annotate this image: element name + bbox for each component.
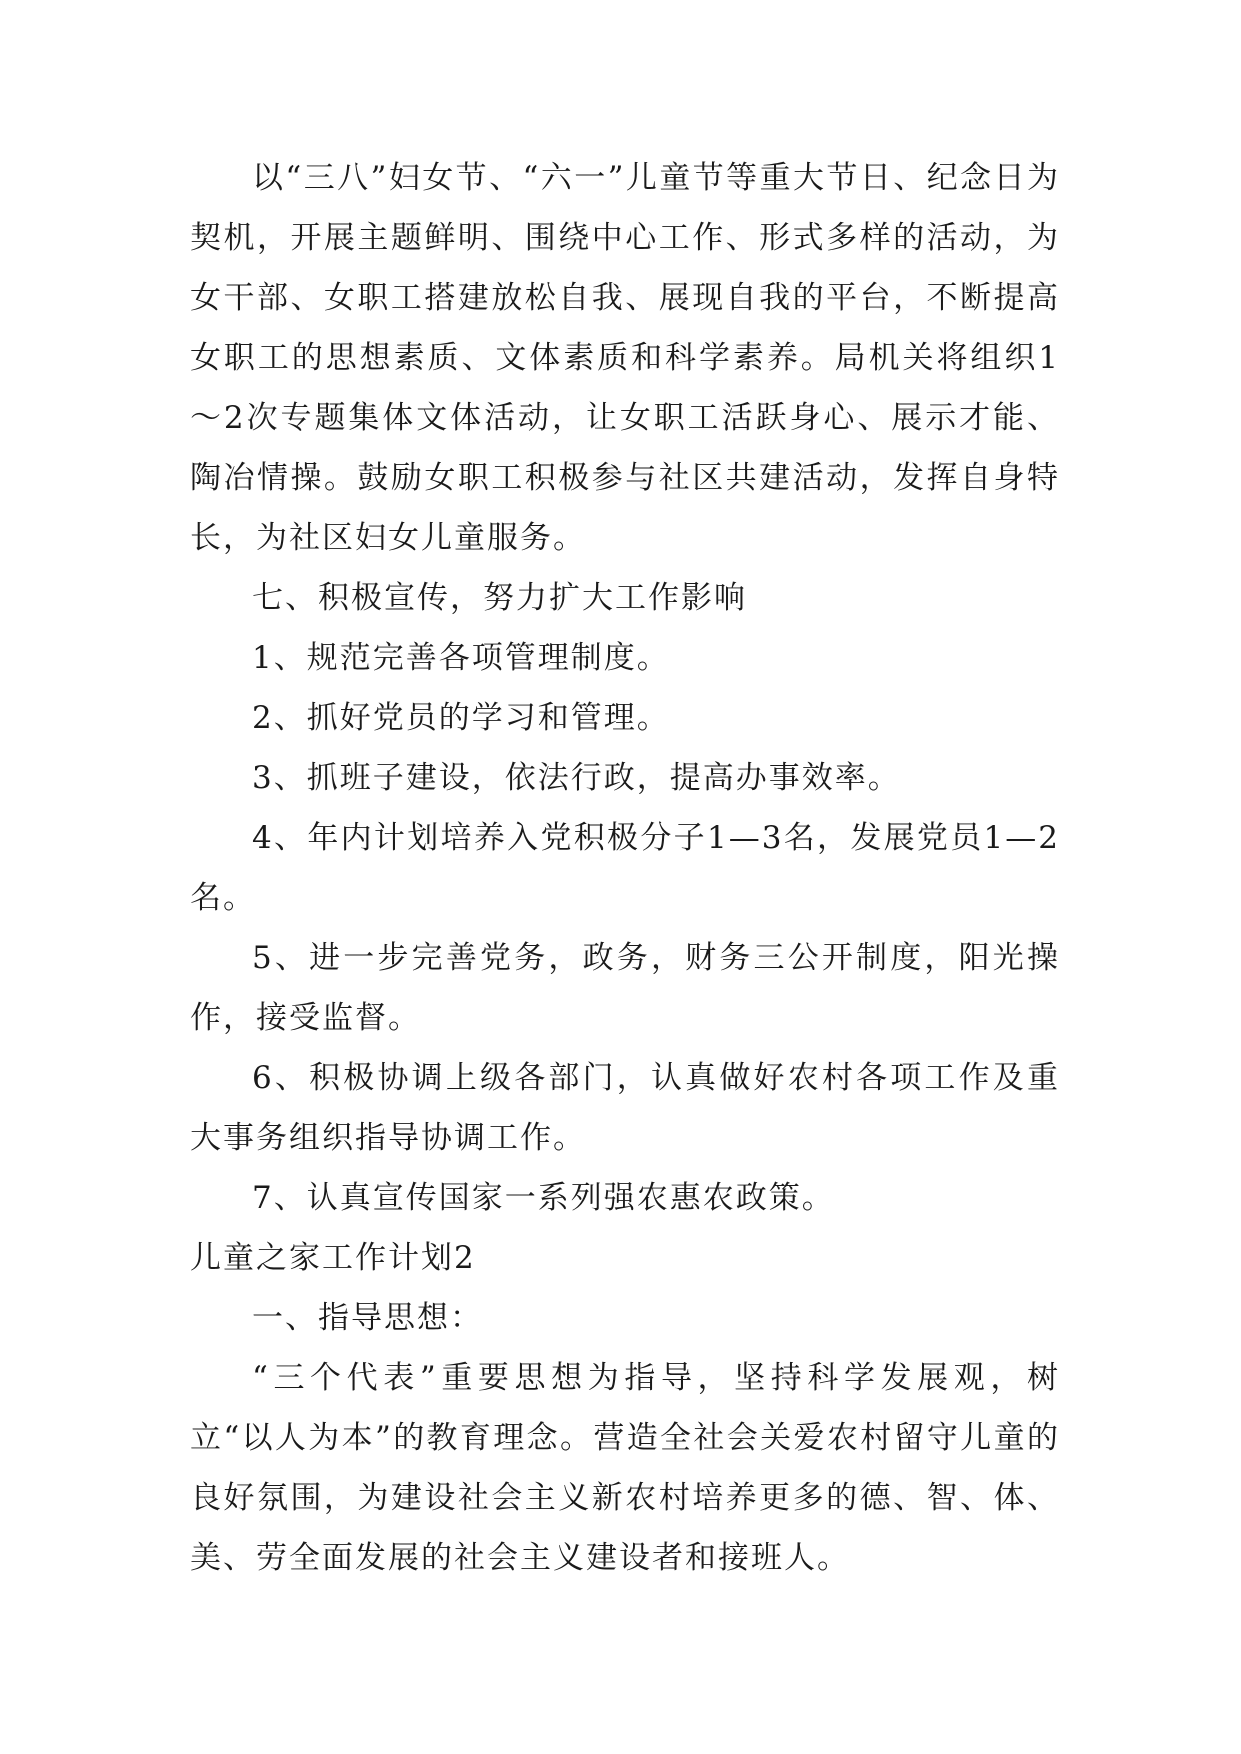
section-title: 儿童之家工作计划2 xyxy=(190,1240,476,1276)
paragraph-item-4: 4、年内计划培养入党积极分子1—3名，发展党员1—2名。 xyxy=(190,820,1060,916)
paragraph-festival-activities: 以“三八”妇女节、“六一”儿童节等重大节日、纪念日为契机，开展主题鲜明、围绕中心工作、形式多样的活动，为女干部、女职工搭建放松自我、展现自我的平台，不断提高女职工的思想素质、文体素质和科学素养。局机关将组织1～2次专题集体文体活动，让女职工活跃身心、展示才能、陶冶情操。鼓励女职工积极参与社区共建活动，发挥自身特长，为社区妇女儿童服务。 xyxy=(190,160,1060,556)
paragraph-item-6: 6、积极协调上级各部门，认真做好农村各项工作及重大事务组织指导协调工作。 xyxy=(190,1060,1060,1156)
paragraph-item-5: 5、进一步完善党务，政务，财务三公开制度，阳光操作，接受监督。 xyxy=(190,940,1060,1036)
paragraph-item-7: 7、认真宣传国家一系列强农惠农政策。 xyxy=(252,1180,835,1216)
paragraph-item-1: 1、规范完善各项管理制度。 xyxy=(252,640,670,676)
paragraph-item-2: 2、抓好党员的学习和管理。 xyxy=(252,700,670,736)
paragraph-item-3: 3、抓班子建设，依法行政，提高办事效率。 xyxy=(252,760,901,796)
paragraph-section-seven-heading: 七、积极宣传，努力扩大工作影响 xyxy=(252,580,747,616)
paragraph-guiding-ideology-body: “三个代表”重要思想为指导，坚持科学发展观，树立“以人为本”的教育理念。营造全社会关爱农村留守儿童的良好氛围，为建设社会主义新农村培养更多的德、智、体、美、劳全面发展的社会主义建设者和接班人。 xyxy=(190,1360,1060,1576)
paragraph-guiding-ideology-heading: 一、指导思想： xyxy=(252,1300,483,1336)
document-page xyxy=(190,148,1060,1588)
